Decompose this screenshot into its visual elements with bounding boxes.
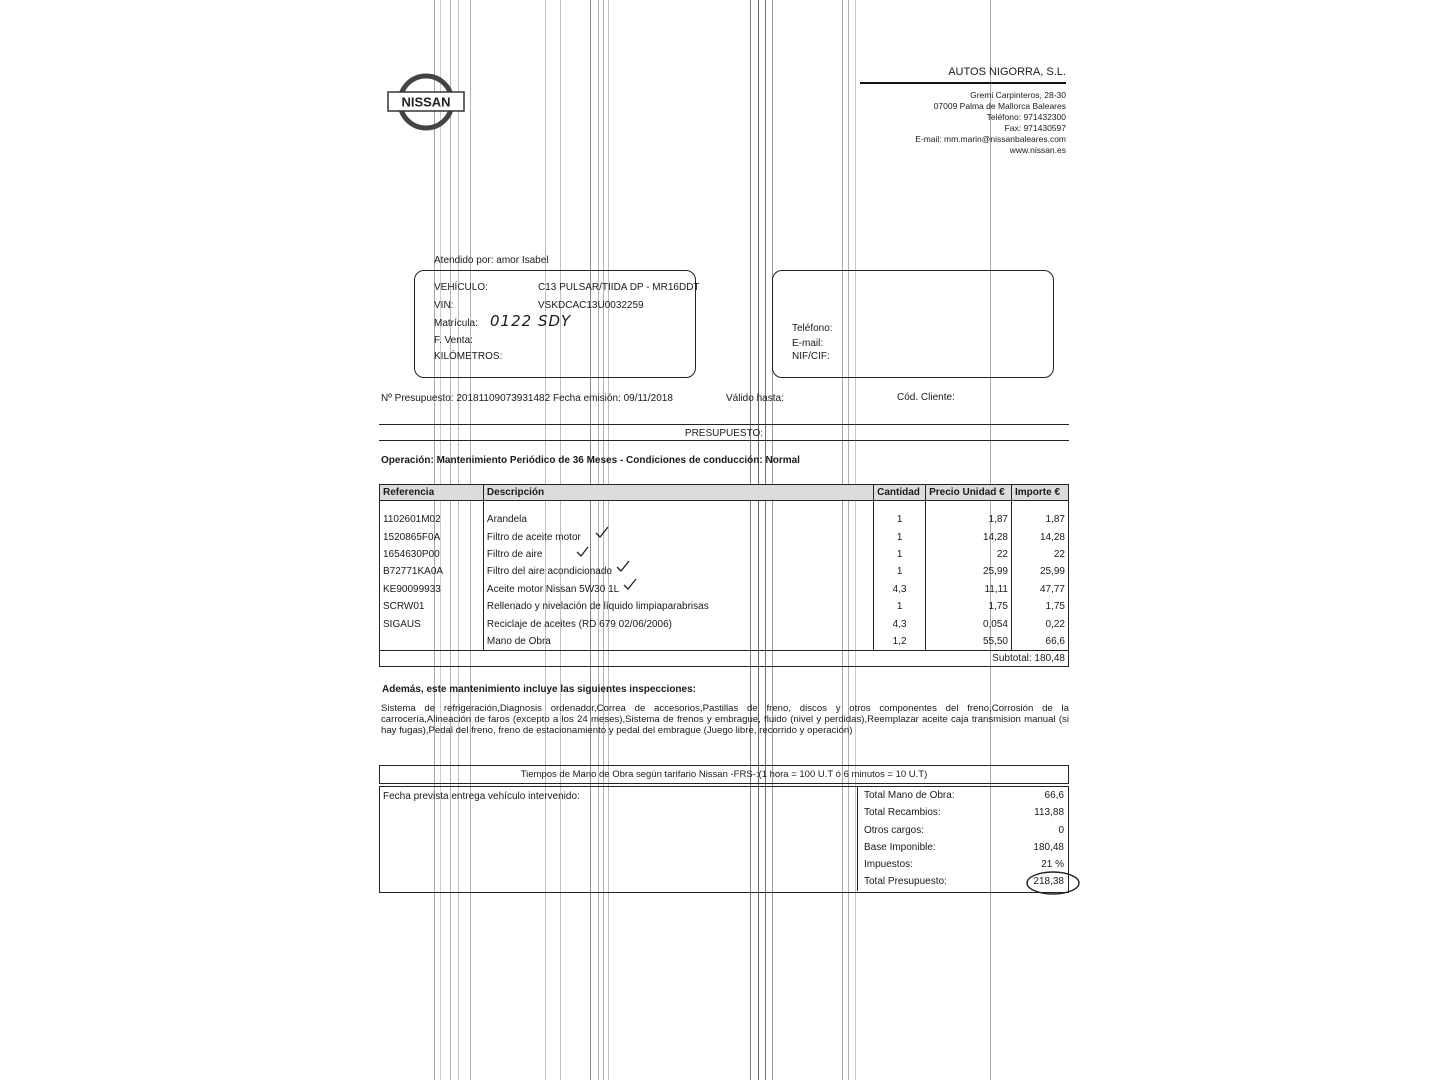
rule-bottom (379, 440, 1069, 441)
total-other (864, 825, 1066, 842)
cell-amount: 0,22 (1012, 615, 1069, 632)
total-base (864, 842, 1066, 859)
table-row (380, 501, 1069, 529)
total-label: Total Mano de Obra: (864, 790, 955, 801)
col-unit-price: Precio Unidad € (926, 485, 1012, 501)
total-label: Base Imponible: (864, 842, 936, 853)
subtotal-row (380, 651, 1069, 667)
cell-reference: SCRW01 (380, 598, 484, 615)
cell-amount: 14,28 (1012, 528, 1069, 545)
inspections-title: Además, este mantenimiento incluye las siguientes inspecciones: (382, 684, 696, 695)
total-value: 113,88 (1034, 807, 1064, 818)
col-amount: Importe € (1012, 485, 1069, 501)
cell-unit-price: 14,28 (926, 528, 1012, 545)
total-value: 180,48 (1033, 842, 1064, 853)
table-row (380, 528, 1069, 545)
cell-quantity: 1 (874, 546, 926, 563)
items-table (379, 484, 1069, 667)
total-value: 21 % (1041, 859, 1064, 870)
inspections-text: Sistema de refrigeración,Diagnosis ordenador,Correa de accesorios,Pastillas de freno, discos y otros componentes del freno,Corrosión de la carrocería,Alineación de faros (excepto a los 24 meses),Sistema de frenos y embrague, fluido (nivel y perdidas),Reemplazar aceite caja transmision manual (si hay fugas),Pedal del freno, freno de estacionamiento y pedal del embrague (Juego libre, recorrido y operación) (381, 703, 1069, 736)
company-name: AUTOS NIGORRA, S.L. (948, 66, 1066, 78)
cell-description: Aceite motor Nissan 5W30 1L (483, 581, 873, 598)
client-nif-label: NIF/CIF: (792, 351, 830, 362)
cell-description: Filtro de aceite motor (483, 528, 873, 545)
cell-amount: 66,6 (1012, 633, 1069, 651)
check-marks (560, 525, 650, 595)
cell-reference (380, 633, 484, 651)
cell-reference: KE90099933 (380, 581, 484, 598)
company-phone: Teléfono: 971432300 (986, 112, 1066, 122)
vin-label: VIN: (434, 300, 454, 311)
subtotal: Subtotal: 180,48 (380, 651, 1069, 667)
section-title: PRESUPUESTO: (684, 428, 764, 439)
valid-until: Válido hasta: (726, 393, 784, 404)
table-row (380, 633, 1069, 651)
total-parts (864, 807, 1066, 824)
cell-unit-price: 1,87 (926, 501, 1012, 529)
table-row (380, 546, 1069, 563)
company-email: E-mail: mm.marin@nissanbaleares.com (915, 134, 1066, 144)
cell-description: Rellenado y nivelación de líquido limpiaparabrisas (483, 598, 873, 615)
total-label: Otros cargos: (864, 825, 925, 836)
cell-reference: 1520865F0A (380, 528, 484, 545)
total-value: 0 (1058, 825, 1064, 836)
col-reference: Referencia (380, 485, 484, 501)
vin-value: VSKDCAC13U0032259 (538, 300, 644, 311)
handwritten-circle (1025, 870, 1081, 896)
company-info (860, 66, 1066, 156)
company-rule (860, 82, 1066, 84)
cell-amount: 1,75 (1012, 598, 1069, 615)
cell-unit-price: 25,99 (926, 563, 1012, 580)
logo-text: NISSAN (401, 94, 451, 110)
total-value: 218,38 (1033, 876, 1064, 887)
table-row (380, 581, 1069, 598)
cell-unit-price: 22 (926, 546, 1012, 563)
attended-by: Atendido por: amor Isabel (434, 255, 549, 266)
client-code: Cód. Cliente: (897, 392, 955, 403)
company-city: 07009 Palma de Mallorca Baleares (933, 101, 1066, 111)
sale-date-label: F. Venta: (434, 335, 473, 346)
cell-quantity: 1,2 (874, 633, 926, 651)
quote-number: Nº Presupuesto: 20181109073931482 (381, 393, 551, 404)
cell-description: Arandela (483, 501, 873, 529)
cell-unit-price: 55,50 (926, 633, 1012, 651)
nissan-logo (386, 72, 466, 132)
cell-quantity: 1 (874, 528, 926, 545)
cell-description: Mano de Obra (483, 633, 873, 651)
operation: Operación: Mantenimiento Periódico de 36 Meses - Condiciones de conducción: Normal (381, 455, 800, 466)
cell-quantity: 4,3 (874, 581, 926, 598)
total-labor (864, 790, 1066, 807)
cell-description: Reciclaje de aceites (RD 679 02/06/2006) (483, 615, 873, 632)
delivery-label: Fecha prevista entrega vehículo intervenido: (383, 791, 580, 802)
cell-quantity: 4,3 (874, 615, 926, 632)
col-description: Descripción (483, 485, 873, 501)
table-row (380, 563, 1069, 580)
plate-handwritten: 0122 SDY (490, 312, 572, 330)
cell-quantity: 1 (874, 563, 926, 580)
cell-reference: SIGAUS (380, 615, 484, 632)
cell-unit-price: 11,11 (926, 581, 1012, 598)
client-email-label: E-mail: (792, 338, 824, 349)
table-row (380, 615, 1069, 632)
total-label: Total Recambios: (864, 807, 941, 818)
table-row (380, 598, 1069, 615)
rule-top (379, 424, 1069, 425)
cell-quantity: 1 (874, 501, 926, 529)
cell-amount: 25,99 (1012, 563, 1069, 580)
issue-date: Fecha emisión: 09/11/2018 (553, 393, 673, 404)
cell-reference: B72771KA0A (380, 563, 484, 580)
cell-description: Filtro de aire (483, 546, 873, 563)
cell-quantity: 1 (874, 598, 926, 615)
vehicle-label: VEHÍCULO: (434, 282, 488, 293)
cell-unit-price: 1,75 (926, 598, 1012, 615)
km-label: KILÓMETROS: (434, 351, 503, 362)
cell-description: Filtro del aire acondicionado (483, 563, 873, 580)
cell-unit-price: 0,054 (926, 615, 1012, 632)
cell-amount: 22 (1012, 546, 1069, 563)
table-header (380, 485, 1069, 501)
company-address: Gremi Carpinteros, 28-30 (970, 90, 1066, 100)
total-label: Total Presupuesto: (864, 876, 947, 887)
plate-label: Matrícula: (434, 318, 478, 329)
client-phone-label: Teléfono: (792, 323, 833, 334)
total-label: Impuestos: (864, 859, 913, 870)
cell-reference: 1102601M02 (380, 501, 484, 529)
col-quantity: Cantidad (874, 485, 926, 501)
vehicle-value: C13 PULSAR/TIIDA DP - MR16DDT (538, 282, 700, 293)
company-web: www.nissan.es (1009, 145, 1066, 155)
cell-reference: 1654630P00 (380, 546, 484, 563)
labor-times: Tiempos de Mano de Obra según tarifario Nissan -FRS-:(1 hora = 100 U.T ó 6 minutos = 10 U.T) (379, 765, 1069, 784)
cell-amount: 47,77 (1012, 581, 1069, 598)
total-value: 66,6 (1044, 790, 1064, 801)
cell-amount: 1,87 (1012, 501, 1069, 529)
company-fax: Fax: 971430597 (1004, 123, 1066, 133)
